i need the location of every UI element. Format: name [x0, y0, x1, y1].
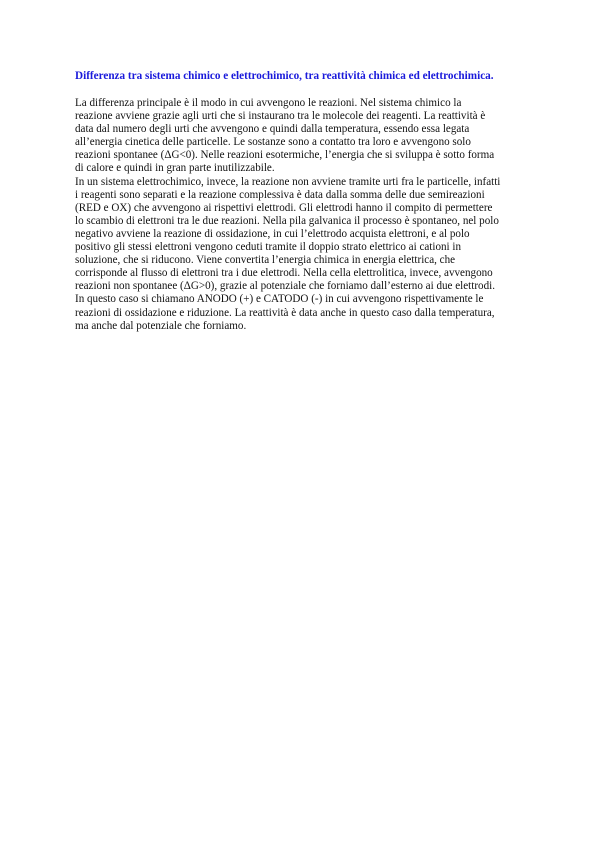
- body-line: lo scambio di elettroni tra le due reazioni. Nella pila galvanica il processo è spontaneo, nel polo: [75, 214, 499, 227]
- body-line: reazioni di ossidazione e riduzione. La reattività è data anche in questo caso dalla temperatura,: [75, 306, 495, 319]
- body-line: La differenza principale è il modo in cui avvengono le reazioni. Nel sistema chimico la: [75, 97, 462, 109]
- body-line: i reagenti sono separati e la reazione complessiva è data dalla somma delle due semireazioni: [75, 188, 485, 201]
- document-title: Differenza tra sistema chimico e elettrochimico, tra reattività chimica ed elettrochimica.: [75, 70, 494, 82]
- body-line: data dal numero degli urti che avvengono e quindi dalla temperatura, essendo essa legata: [75, 123, 470, 136]
- body-line: ma anche dal potenziale che forniamo.: [75, 319, 247, 332]
- body-line: reazioni spontanee (ΔG<0). Nelle reazioni esotermiche, l’energia che si sviluppa è sotto forma: [75, 149, 495, 162]
- body-line: all’energia cinetica delle particelle. Le sostanze sono a contatto tra loro e avvengono solo: [75, 136, 471, 149]
- body-line: soluzione, che si riducono. Viene convertita l’energia chimica in energia elettrica, che: [75, 254, 456, 267]
- body-line: In un sistema elettrochimico, invece, la reazione non avviene tramite urti fra le particelle, infatti: [75, 175, 501, 188]
- body-line: positivo gli stessi elettroni vengono ceduti tramite il doppio strato elettrico ai cationi in: [75, 241, 462, 254]
- body-line: (RED e OX) che avvengono ai rispettivi elettrodi. Gli elettrodi hanno il compito di permettere: [75, 201, 493, 214]
- body-line: In questo caso si chiamano ANODO (+) e CATODO (-) in cui avvengono rispettivamente le: [75, 293, 484, 306]
- document-body: [75, 97, 545, 333]
- document-content: [75, 69, 545, 333]
- body-line: reazione avviene grazie agli urti che si instaurano tra le molecole dei reagenti. La reattività è: [75, 110, 486, 123]
- body-line: corrisponde al flusso di elettroni tra i due elettrodi. Nella cella elettrolitica, invece, avvengono: [75, 267, 493, 280]
- body-line: di calore e quindi in gran parte inutilizzabile.: [75, 162, 275, 175]
- body-line: reazioni non spontanee (ΔG>0), grazie al potenziale che forniamo dall’esterno ai due elettrodi.: [75, 280, 495, 293]
- body-line: negativo avviene la reazione di ossidazione, in cui l’elettrodo acquista elettroni, e al polo: [75, 227, 470, 240]
